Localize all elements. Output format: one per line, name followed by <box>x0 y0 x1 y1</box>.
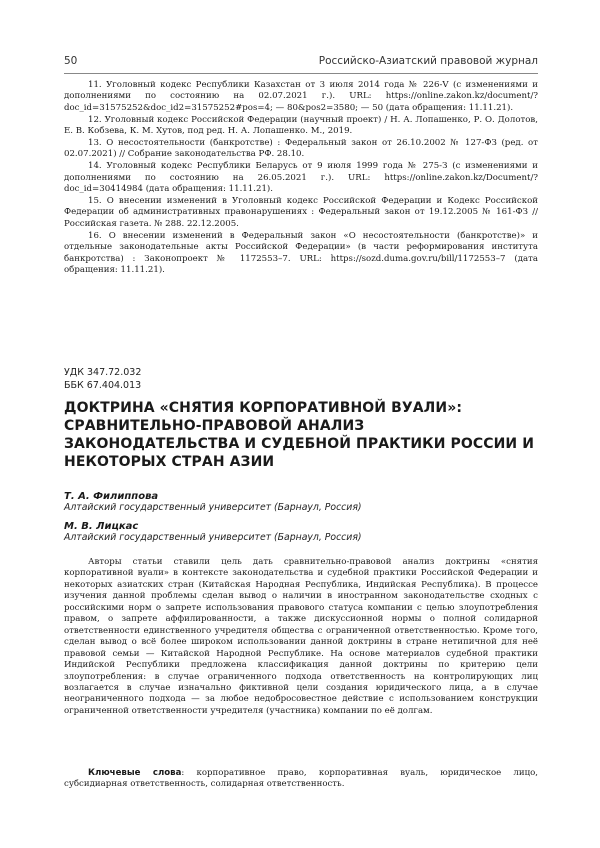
author-name: М. В. Лицкас <box>64 521 139 532</box>
article-title: ДОКТРИНА «СНЯТИЯ КОРПОРАТИВНОЙ ВУАЛИ»: СРАВНИТЕЛЬНО-ПРАВОВОЙ АНАЛИЗ ЗАКОНОДАТЕЛЬСТВА И СУДЕБНОЙ ПРАКТИКИ РОССИИ И НЕКОТОРЫХ СТРАН АЗИИ <box>64 400 535 470</box>
author-name: Т. А. Филиппова <box>64 491 159 502</box>
reference-item: 16. О внесении изменений в Федеральный закон «О несостоятельности (банкротстве)» и отдельные законодательные акты Российской Федерации» (в части реформирования института банкротства) : Законопроект № 1172553–7. URL: https://sozd.duma.gov.ru/bill/1172553–7 (дата обращения: 11.11.21). <box>64 230 538 275</box>
bbk-code: ББК 67.404.013 <box>64 380 142 391</box>
reference-item: 11. Уголовный кодекс Республики Казахстан от 3 июля 2014 года № 226-V (с изменениями и дополнениями по состоянию на 02.07.2021 г.). URL: https://online.zakon.kz/document/?doc_id=31575252&doc_id2=31575252#pos=4; — 80&pos2=3580; — 50 (дата обращения: 11.11.21). <box>64 80 538 113</box>
page-number: 50 <box>64 55 78 67</box>
keywords-label: Ключевые слова <box>88 768 182 778</box>
reference-item: 15. О внесении изменений в Уголовный кодекс Российской Федерации и Кодекс Российской Федерации об административных правонарушениях : Федеральный закон от 19.12.2005 № 161-ФЗ // Российская газета. № 288. 22.12.2005. <box>64 196 538 229</box>
reference-list <box>64 80 538 277</box>
classification-codes <box>64 366 141 392</box>
keywords <box>64 768 538 791</box>
author-block <box>64 491 362 513</box>
running-header <box>64 55 538 71</box>
reference-item: 12. Уголовный кодекс Российской Федерации (научный проект) / Н. А. Лопашенко, Р. О. Долотов, Е. В. Кобзева, К. М. Хутов, под ред. Н. А. Лопашенко. М., 2019. <box>64 114 538 137</box>
keywords-text: : корпоративное право, корпоративная вуаль, юридическое лицо, субсидиарная ответственность, солидарная ответственность. <box>64 768 539 790</box>
author-block <box>64 521 362 543</box>
author-affiliation: Алтайский государственный университет (Барнаул, Россия) <box>64 532 362 543</box>
journal-title: Российско-Азиатский правовой журнал <box>318 55 538 67</box>
reference-item: 13. О несостоятельности (банкротстве) : Федеральный закон от 26.10.2002 № 127-ФЗ (ред. от 02.07.2021) // Собрание законодательства РФ. 28.10. <box>64 138 538 160</box>
udc-code: УДК 347.72.032 <box>64 367 142 378</box>
abstract: Авторы статьи ставили цель дать сравнительно-правовой анализ доктрины «снятия корпоративной вуали» в контексте законодательства и судебной практики Российской Федерации и некоторых азиатских стран (Китайская Народная Республика, Индийская Республика). В процессе изучения данной проблемы сделан вывод о наличии в иностранном законодательстве сходных с российскими норм о запрете использования правового статуса компании с целью злоупотребления правом, о запрете аффилированности, а также дискуссионной нормы о полной солидарной ответственности единственного учредителя общества с ограниченной ответственностью. Кроме того, сделан вывод о всё более широком использовании данной доктрины в стране нетипичной для неё правовой семьи — Китайской Народной Республике. На основе материалов судебной практики Индийской Республики предложена классификация данной доктрины по критерию цели злоупотребления: в случае ограниченного подхода ответственность на контролирующих лиц возлагается в случае изначально фиктивной цели создания юридического лица, а в случае неограниченного подхода — за любое недобросовестное действие с использованием конструкции ограниченной ответственности учредителя (участника) компании по её долгам. <box>64 557 538 716</box>
reference-item: 14. Уголовный кодекс Республики Беларусь от 9 июля 1999 года № 275-З (с изменениями и дополнениями по состоянию на 26.05.2021 г.). URL: https://online.zakon.kz/Document/?doc_id=30414984 (дата обращения: 11.11.21). <box>64 161 538 195</box>
header-divider <box>64 73 538 74</box>
author-affiliation: Алтайский государственный университет (Барнаул, Россия) <box>64 502 362 513</box>
